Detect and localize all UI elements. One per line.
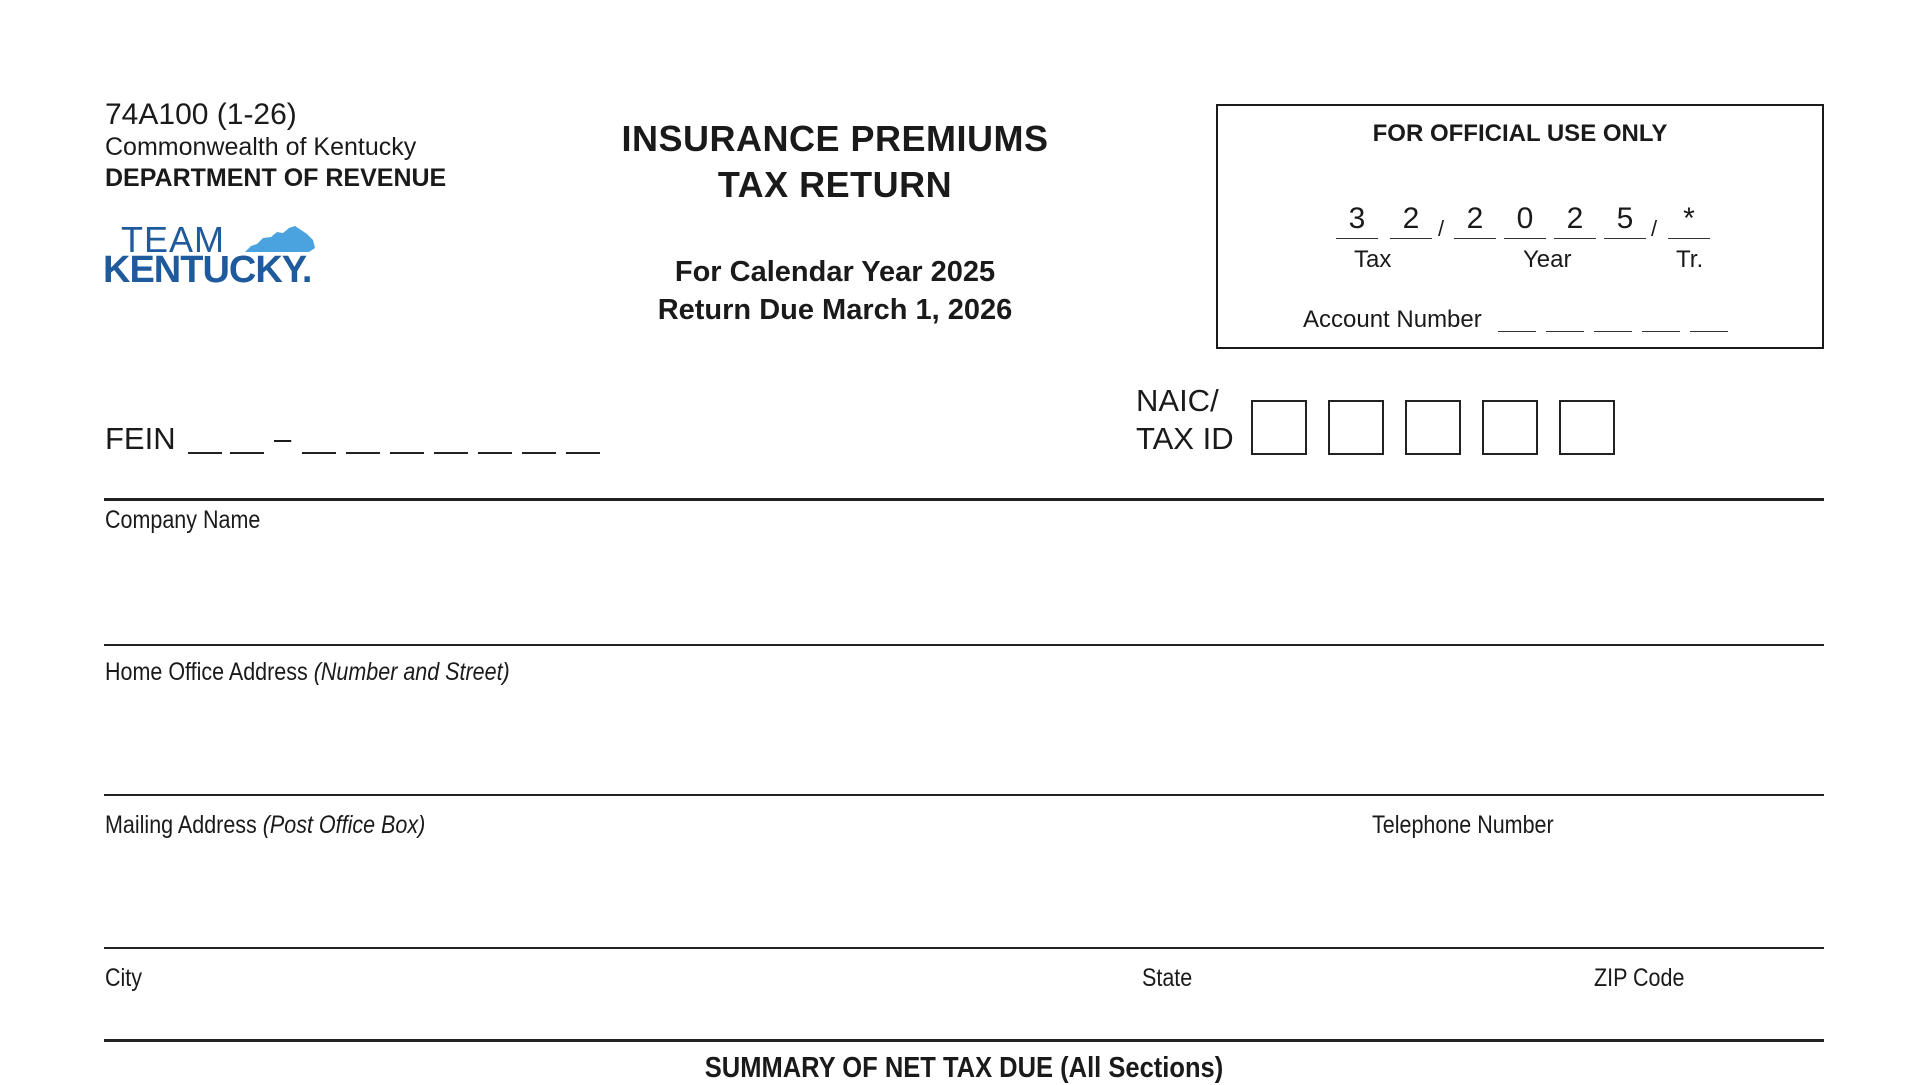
naic-digit-box[interactable] [1559, 400, 1615, 455]
mailing-address-label [105, 811, 425, 840]
department-text: DEPARTMENT OF REVENUE [105, 164, 447, 192]
year-digit: 2 [1554, 202, 1596, 239]
mailing-address-field[interactable] [104, 845, 1354, 943]
city-label: City [105, 964, 143, 992]
account-number-blank [1690, 331, 1728, 332]
fein-digit-blank[interactable] [230, 452, 264, 454]
tax-digit: 3 [1336, 202, 1378, 239]
due-date-text: Return Due March 1, 2026 [657, 294, 1013, 326]
fein-dash: – [274, 421, 292, 456]
official-use-title: FOR OFFICIAL USE ONLY [1372, 120, 1668, 147]
naic-label-line2: TAX ID [1136, 421, 1234, 456]
year-label: Year [1523, 246, 1572, 273]
slash-separator: / [1651, 216, 1658, 241]
naic-digit-box[interactable] [1405, 400, 1461, 455]
fein-label: FEIN [105, 421, 176, 456]
team-kentucky-logo [103, 219, 343, 291]
telephone-label: Telephone Number [1372, 811, 1554, 839]
naic-digit-box[interactable] [1328, 400, 1384, 455]
year-digit: 5 [1604, 202, 1646, 239]
calendar-year-text: For Calendar Year 2025 [674, 256, 996, 288]
fein-digit-blank[interactable] [434, 452, 468, 454]
tr-label: Tr. [1676, 246, 1704, 273]
form-title-line2: TAX RETURN [717, 164, 953, 205]
telephone-field[interactable] [1370, 845, 1824, 943]
tax-digit: 2 [1390, 202, 1432, 239]
summary-section-title: SUMMARY OF NET TAX DUE (All Sections) [704, 1052, 1224, 1084]
year-digit: 2 [1454, 202, 1496, 239]
company-name-field[interactable] [104, 540, 1824, 640]
fein-digit-blank[interactable] [188, 452, 222, 454]
account-number-blank [1546, 331, 1584, 332]
tax-label: Tax [1354, 246, 1392, 273]
account-number-blank [1642, 331, 1680, 332]
fein-digit-blank[interactable] [478, 452, 512, 454]
home-office-label [105, 658, 510, 687]
divider-line [104, 947, 1824, 949]
home-office-label-text: Home Office Address [105, 658, 308, 686]
fein-digit-blank[interactable] [522, 452, 556, 454]
fein-digit-blank[interactable] [346, 452, 380, 454]
tr-digit: * [1668, 202, 1710, 239]
home-office-field[interactable] [104, 692, 1824, 790]
form-title-line1: INSURANCE PREMIUMS [621, 118, 1049, 159]
company-name-label: Company Name [105, 506, 261, 534]
divider-line [104, 794, 1824, 796]
logo-team-text: TEAM [121, 219, 226, 260]
year-digit: 0 [1504, 202, 1546, 239]
state-field[interactable] [1140, 995, 1570, 1035]
city-field[interactable] [104, 995, 1124, 1035]
account-number-label: Account Number [1303, 306, 1482, 333]
mailing-address-note: (Post Office Box) [262, 811, 426, 839]
fein-digit-blank[interactable] [566, 452, 600, 454]
mailing-address-label-text: Mailing Address [105, 811, 257, 839]
divider-line [104, 644, 1824, 646]
naic-digit-box[interactable] [1251, 400, 1307, 455]
account-number-blank [1594, 331, 1632, 332]
zip-code-label: ZIP Code [1594, 964, 1685, 992]
naic-label-line1: NAIC/ [1136, 383, 1219, 418]
divider-line [104, 1039, 1824, 1042]
logo-kentucky-text: KENTUCKY. [103, 249, 312, 291]
home-office-note: (Number and Street) [313, 658, 510, 686]
fein-digit-blank[interactable] [390, 452, 424, 454]
account-number-blank [1498, 331, 1536, 332]
naic-digit-box[interactable] [1482, 400, 1538, 455]
zip-code-field[interactable] [1592, 995, 1824, 1035]
fein-digit-blank[interactable] [302, 452, 336, 454]
form-number: 74A100 (1-26) [105, 98, 297, 131]
state-label: State [1142, 964, 1193, 992]
slash-separator: / [1438, 216, 1445, 241]
divider-line [104, 498, 1824, 501]
official-use-box [1216, 104, 1824, 349]
commonwealth-text: Commonwealth of Kentucky [105, 133, 417, 161]
